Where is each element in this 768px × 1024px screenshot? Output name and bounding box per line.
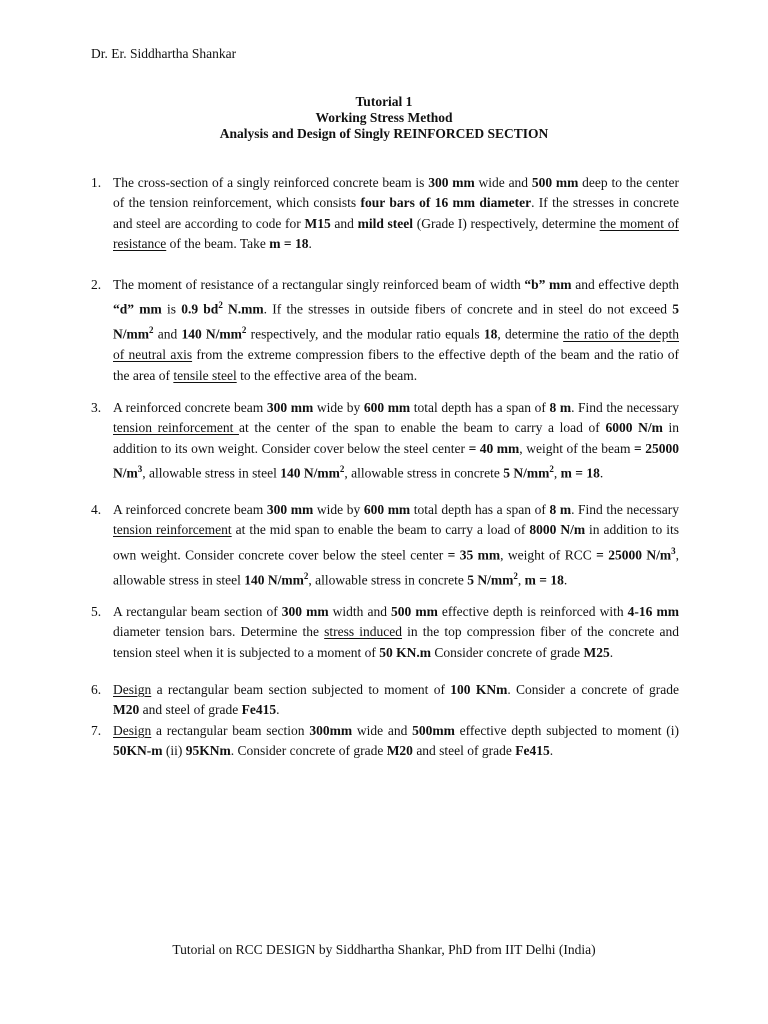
text-run: wide by xyxy=(313,502,364,517)
superscript: 2 xyxy=(303,570,309,581)
bold-text: 50 KN.m xyxy=(379,644,431,660)
text-run: wide and xyxy=(474,175,532,190)
underlined-text: tensile steel xyxy=(173,367,237,383)
superscript: 2 xyxy=(339,464,345,475)
bold-text: N.mm xyxy=(222,301,264,317)
text-run: in addition to its own weight. Consider concrete cover below the steel center xyxy=(113,522,679,563)
bold-text: 300 mm xyxy=(428,175,475,190)
text-run: and xyxy=(153,326,182,342)
problem-number: 2. xyxy=(91,277,102,292)
problem-text xyxy=(113,680,679,721)
section-title: Analysis and Design of Singly REINFORCED SECTION xyxy=(219,126,549,141)
problem-number: 6. xyxy=(91,682,102,697)
problem-number: 1. xyxy=(91,175,102,190)
superscript: 2 xyxy=(149,325,154,336)
bold-text: 8 m xyxy=(549,400,572,415)
underlined-text: tension reinforcement xyxy=(113,522,232,538)
bold-text: “d” mm xyxy=(113,301,162,317)
superscript: 2 xyxy=(513,570,518,581)
text-run: A rectangular beam section of xyxy=(113,604,282,619)
bold-text: m = 18 xyxy=(524,572,564,588)
text-run: is xyxy=(161,301,182,317)
text-run: . If the stresses in concrete and steel are according to code for xyxy=(113,195,679,231)
bold-text: M20 xyxy=(386,743,413,759)
text-run: . xyxy=(609,644,614,660)
problem-1 xyxy=(91,173,679,255)
superscript: 3 xyxy=(671,545,676,556)
text-run: effective depth subjected to moment (i) xyxy=(454,723,680,738)
text-run: of the beam. Take xyxy=(166,236,270,252)
text-run: wide and xyxy=(352,723,413,738)
problem-text xyxy=(113,173,679,255)
text-run: , determine xyxy=(497,326,564,342)
problem-6 xyxy=(91,680,679,721)
bold-text: 140 N/mm xyxy=(181,326,242,342)
bold-text: 140 N/mm xyxy=(244,572,304,588)
problem-number: 3. xyxy=(91,400,102,415)
bold-text: 50KN-m xyxy=(113,743,163,759)
text-run: (ii) xyxy=(162,743,186,759)
bold-text: 8000 N/m xyxy=(529,522,586,538)
text-run: a rectangular beam section subjected to moment of xyxy=(151,682,451,697)
bold-text: 300 mm xyxy=(266,502,314,517)
problem-text xyxy=(113,602,679,663)
text-run: a rectangular beam section xyxy=(151,723,310,738)
bold-text: “b” mm xyxy=(524,277,572,292)
bold-text: Fe415 xyxy=(515,743,550,759)
text-run: , allowable stress in concrete xyxy=(344,465,504,481)
text-run: at the center of the span to enable the beam to carry a load of xyxy=(238,420,606,436)
text-run: . xyxy=(308,236,312,252)
problem-2 xyxy=(91,275,679,386)
text-run: A reinforced concrete beam xyxy=(113,502,267,517)
text-run: . xyxy=(549,743,554,759)
bold-text: M25 xyxy=(583,644,610,660)
bold-text: mild steel xyxy=(357,215,414,231)
bold-text: 5 N/mm xyxy=(467,572,514,588)
text-run: , allowable stress in concrete xyxy=(308,572,468,588)
text-run: Consider concrete of grade xyxy=(430,644,584,660)
problem-5 xyxy=(91,602,679,663)
bold-text: 140 N/mm xyxy=(280,465,340,481)
bold-text: 95KNm xyxy=(185,743,231,759)
bold-text: 6000 N/m xyxy=(605,420,663,436)
text-run: effective depth is reinforced with xyxy=(437,604,628,619)
bold-text: 300 mm xyxy=(281,604,329,619)
bold-text: = 25000 N/m xyxy=(113,440,679,481)
bold-text: 8 m xyxy=(549,502,572,517)
superscript: 2 xyxy=(241,325,247,336)
problem-number: 4. xyxy=(91,502,102,517)
text-run: , allowable stress in steel xyxy=(113,547,679,588)
text-run: diameter tension bars. Determine the xyxy=(113,624,325,640)
text-run: wide by xyxy=(313,400,364,415)
text-run: , xyxy=(553,465,561,481)
text-run: A reinforced concrete beam xyxy=(113,400,267,415)
bold-text: 300 mm xyxy=(266,400,314,415)
bold-text: 5 N/mm xyxy=(113,301,679,342)
bold-text: 500 mm xyxy=(531,175,579,190)
bold-text: 300mm xyxy=(309,723,353,738)
problem-3 xyxy=(91,398,679,484)
underlined-text: tension reinforcement xyxy=(113,420,239,436)
problem-number: 5. xyxy=(91,604,102,619)
bold-text: = 35 mm xyxy=(447,547,501,563)
bold-text: = 25000 N/m xyxy=(596,547,672,563)
text-run: total depth has a span of xyxy=(410,400,550,415)
underlined-text: Design xyxy=(113,682,152,697)
text-run: , weight of RCC xyxy=(500,547,597,563)
text-run: and effective depth xyxy=(571,277,680,292)
text-run: . Consider a concrete of grade xyxy=(507,682,680,697)
underlined-text: the ratio of the depth of neutral axis xyxy=(113,326,679,363)
author-name: Dr. Er. Siddhartha Shankar xyxy=(91,46,237,61)
bold-text: M20 xyxy=(113,702,140,718)
problem-number: 7. xyxy=(91,723,102,738)
problem-text xyxy=(113,500,679,591)
superscript: 2 xyxy=(218,300,223,311)
text-run: The cross-section of a singly reinforced concrete beam is xyxy=(113,175,429,190)
problem-text xyxy=(113,398,679,484)
text-run: in the top compression fiber of the concrete and tension steel when it is subjected to a moment of xyxy=(113,624,679,660)
text-run: , xyxy=(517,572,525,588)
underlined-text: Design xyxy=(113,723,152,738)
problem-text xyxy=(113,721,679,762)
text-run: , weight of the beam xyxy=(519,440,635,456)
bold-text: = 40 mm xyxy=(468,440,520,456)
text-run: . Consider concrete of grade xyxy=(230,743,387,759)
text-run: from the extreme compression fibers to the effective depth of the beam and the ratio of the area of xyxy=(113,347,679,383)
text-run: , allowable stress in steel xyxy=(142,465,281,481)
bold-text: m = 18 xyxy=(269,236,309,252)
text-run: (Grade I) respectively, determine xyxy=(413,215,600,231)
bold-text: 4-16 mm xyxy=(627,604,679,619)
tutorial-number: Tutorial 1 xyxy=(355,94,413,109)
text-run: and steel of grade xyxy=(412,743,516,759)
text-run: . xyxy=(276,702,280,718)
bold-text: 500 mm xyxy=(391,604,438,619)
bold-text: 18 xyxy=(483,326,498,342)
superscript: 2 xyxy=(549,464,554,475)
text-run: and xyxy=(330,215,358,231)
text-run: at the mid span to enable the beam to carry a load of xyxy=(231,522,530,538)
text-run: . xyxy=(563,572,568,588)
text-run: . If the stresses in outside fibers of concrete and in steel do not exceed xyxy=(263,301,673,317)
superscript: 3 xyxy=(137,464,143,475)
method-title: Working Stress Method xyxy=(315,110,453,125)
bold-text: Fe415 xyxy=(241,702,277,718)
problem-7 xyxy=(91,721,679,762)
bold-text: 5 N/mm xyxy=(503,465,550,481)
text-run: respectively, and the modular ratio equals xyxy=(246,326,484,342)
text-run: . Find the necessary xyxy=(571,400,679,415)
text-run: deep to the center of the tension reinforcement, which consists xyxy=(113,175,679,211)
text-run: and steel of grade xyxy=(139,702,242,718)
text-run: width and xyxy=(328,604,392,619)
bold-text: 0.9 bd xyxy=(181,301,219,317)
problem-text xyxy=(113,275,679,386)
bold-text: m = 18 xyxy=(560,465,600,481)
bold-text: 600 mm xyxy=(363,400,411,415)
text-run: to the effective area of the beam. xyxy=(236,367,418,383)
problem-4 xyxy=(91,500,679,591)
page-footer: Tutorial on RCC DESIGN by Siddhartha Shankar, PhD from IIT Delhi (India) xyxy=(172,942,596,957)
text-run: The moment of resistance of a rectangular singly reinforced beam of width xyxy=(113,277,525,292)
bold-text: 100 KNm xyxy=(450,682,508,697)
text-run: total depth has a span of xyxy=(410,502,550,517)
bold-text: 600 mm xyxy=(363,502,411,517)
underlined-text: the moment of resistance xyxy=(113,215,679,252)
text-run: in addition to its own weight. Consider cover below the steel center xyxy=(113,420,679,456)
bold-text: M15 xyxy=(304,215,331,231)
underlined-text: stress induced xyxy=(324,624,403,640)
text-run: . xyxy=(599,465,604,481)
text-run: . Find the necessary xyxy=(571,502,679,517)
bold-text: 500mm xyxy=(412,723,455,738)
bold-text: four bars of 16 mm diameter xyxy=(360,195,532,211)
